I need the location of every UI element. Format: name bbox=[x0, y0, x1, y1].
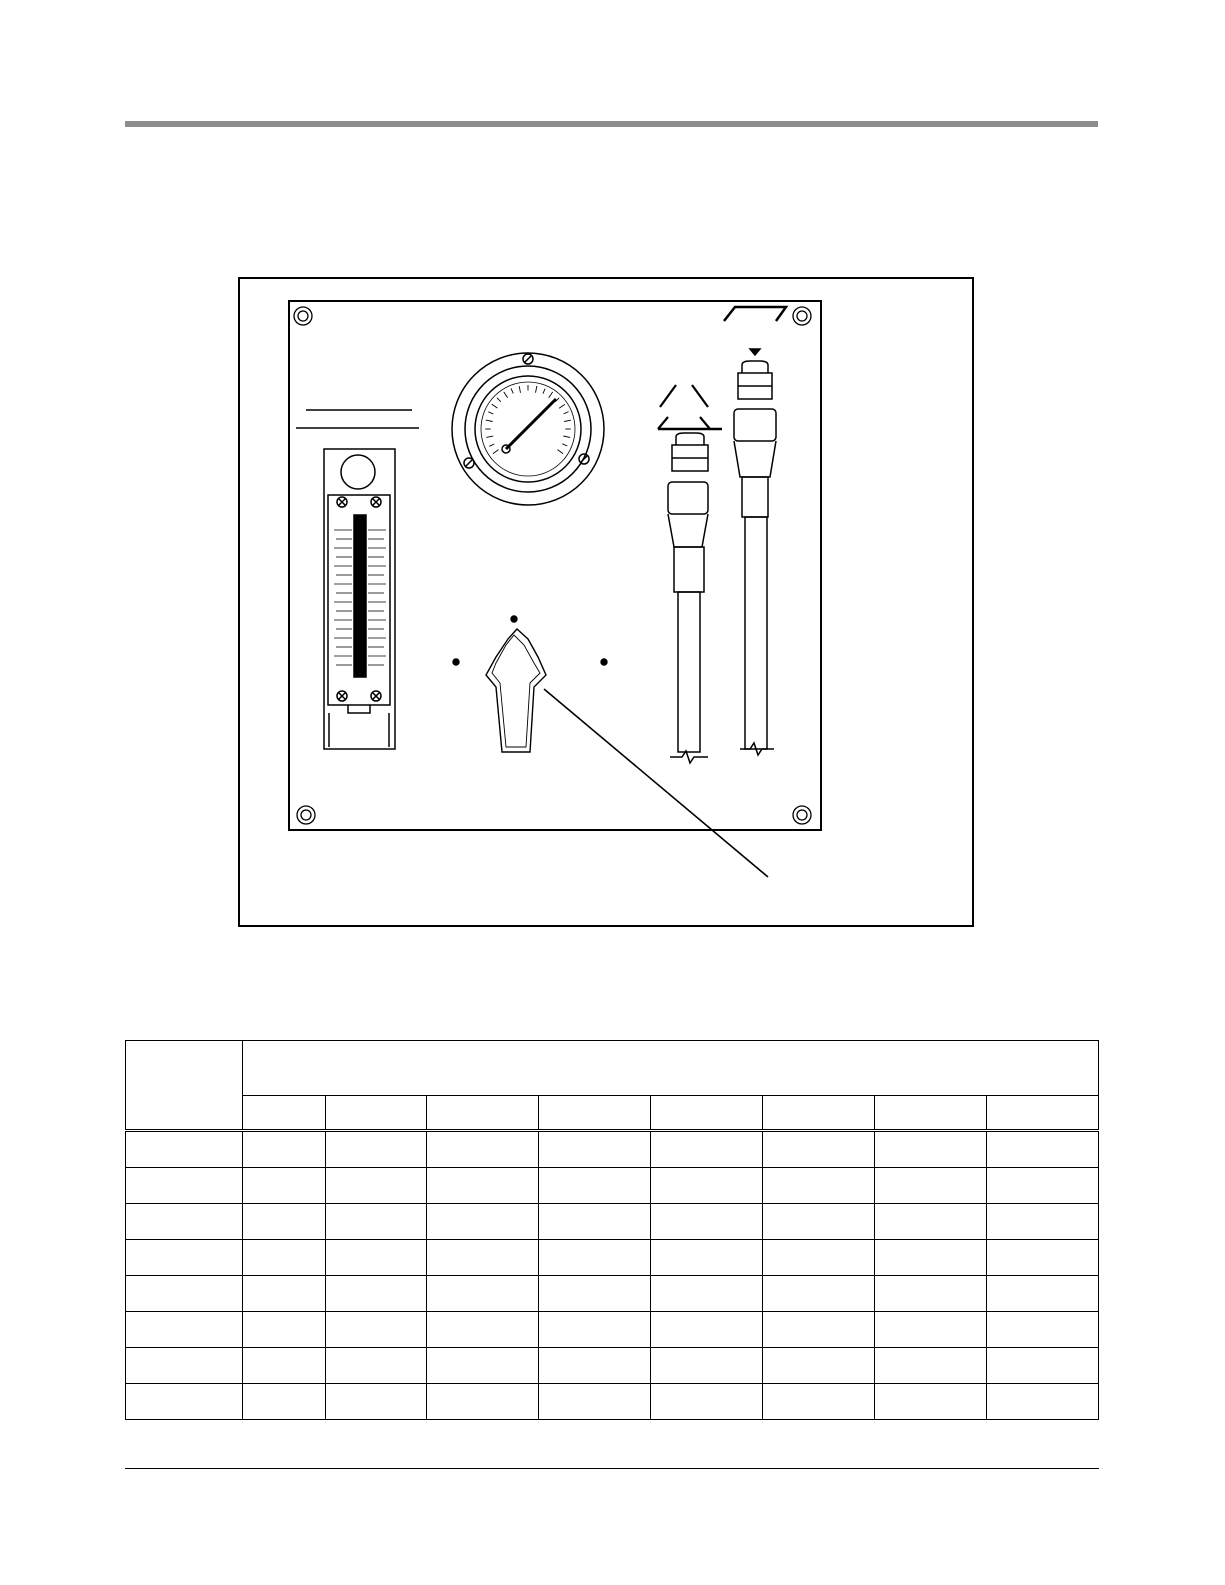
table-cell bbox=[762, 1276, 874, 1312]
table-cell bbox=[243, 1312, 326, 1348]
table-cell bbox=[325, 1168, 426, 1204]
table-column-header bbox=[243, 1096, 326, 1131]
selector-position-dot bbox=[511, 616, 517, 622]
data-table-container bbox=[125, 1040, 1099, 1420]
table-cell bbox=[325, 1204, 426, 1240]
warning-triangle-icon bbox=[658, 385, 710, 429]
selector-position-dot bbox=[601, 659, 607, 665]
table-row bbox=[126, 1240, 1099, 1276]
table-cell bbox=[538, 1348, 650, 1384]
table-row bbox=[126, 1168, 1099, 1204]
corner-screw-icon bbox=[294, 307, 312, 325]
table-cell bbox=[538, 1204, 650, 1240]
table-cell bbox=[243, 1384, 326, 1420]
table-cell bbox=[325, 1312, 426, 1348]
table-group-header bbox=[243, 1041, 1099, 1096]
outlet-bracket-icon bbox=[724, 307, 786, 321]
table-cell bbox=[538, 1240, 650, 1276]
table-cell bbox=[538, 1312, 650, 1348]
table-cell bbox=[426, 1240, 538, 1276]
table-cell bbox=[243, 1276, 326, 1312]
table-cell bbox=[243, 1240, 326, 1276]
table-cell bbox=[762, 1204, 874, 1240]
table-row-label bbox=[126, 1240, 243, 1276]
table-row bbox=[126, 1384, 1099, 1420]
table-cell bbox=[650, 1276, 762, 1312]
table-column-header bbox=[538, 1096, 650, 1131]
table-cell bbox=[538, 1131, 650, 1168]
table-cell bbox=[325, 1240, 426, 1276]
table-cell bbox=[426, 1384, 538, 1420]
table-cell bbox=[650, 1348, 762, 1384]
table-row bbox=[126, 1348, 1099, 1384]
table-cell bbox=[986, 1131, 1098, 1168]
table-row bbox=[126, 1276, 1099, 1312]
table-cell bbox=[650, 1240, 762, 1276]
down-arrow-icon bbox=[750, 349, 760, 355]
table-cell bbox=[243, 1168, 326, 1204]
table-cell bbox=[874, 1384, 986, 1420]
corner-screw-icon bbox=[793, 806, 811, 824]
table-cell bbox=[986, 1240, 1098, 1276]
table-cell bbox=[538, 1276, 650, 1312]
table-column-header bbox=[874, 1096, 986, 1131]
table-cell bbox=[426, 1168, 538, 1204]
table-cell bbox=[538, 1384, 650, 1420]
table-column-header bbox=[426, 1096, 538, 1131]
table-cell bbox=[325, 1276, 426, 1312]
table-cell bbox=[874, 1168, 986, 1204]
gauge-mounting-screw-icon bbox=[523, 354, 533, 364]
table-cell bbox=[650, 1204, 762, 1240]
table-cell bbox=[762, 1348, 874, 1384]
table-cell bbox=[874, 1276, 986, 1312]
table-cell bbox=[874, 1348, 986, 1384]
gauge-mounting-screw-icon bbox=[464, 458, 474, 468]
pressure-gauge bbox=[452, 353, 604, 505]
selector-knob bbox=[453, 616, 607, 752]
footer-rule bbox=[125, 1468, 1099, 1469]
table-cell bbox=[986, 1312, 1098, 1348]
gauge-mounting-screw-icon bbox=[579, 454, 589, 464]
table-row-label bbox=[126, 1384, 243, 1420]
table-row-label bbox=[126, 1131, 243, 1168]
table-cell bbox=[874, 1204, 986, 1240]
table-cell bbox=[762, 1384, 874, 1420]
table-cell bbox=[874, 1312, 986, 1348]
table-cell bbox=[325, 1348, 426, 1384]
table-column-header bbox=[986, 1096, 1098, 1131]
control-panel-figure bbox=[238, 277, 974, 927]
table-cell bbox=[650, 1312, 762, 1348]
flowmeter bbox=[324, 449, 395, 749]
table-cell bbox=[426, 1131, 538, 1168]
table-cell bbox=[426, 1348, 538, 1384]
table-column-header bbox=[650, 1096, 762, 1131]
flowmeter-screw-icon bbox=[337, 497, 347, 507]
table-cell bbox=[762, 1240, 874, 1276]
table-cell bbox=[874, 1131, 986, 1168]
table-column-header bbox=[325, 1096, 426, 1131]
table-cell bbox=[986, 1168, 1098, 1204]
table-cell bbox=[986, 1276, 1098, 1312]
table-cell bbox=[325, 1384, 426, 1420]
table-cell bbox=[762, 1168, 874, 1204]
table-cell bbox=[986, 1204, 1098, 1240]
table-row-label bbox=[126, 1168, 243, 1204]
table-cell bbox=[650, 1384, 762, 1420]
table-corner-header bbox=[126, 1041, 243, 1131]
flowmeter-screw-icon bbox=[337, 691, 347, 701]
callout-leader-line bbox=[544, 689, 768, 877]
flowmeter-tube bbox=[354, 515, 366, 677]
table-row-label bbox=[126, 1348, 243, 1384]
table-row bbox=[126, 1312, 1099, 1348]
flowmeter-screw-icon bbox=[371, 497, 381, 507]
table-cell bbox=[650, 1131, 762, 1168]
corner-screw-icon bbox=[793, 307, 811, 325]
header-rule bbox=[125, 121, 1098, 127]
table-cell bbox=[762, 1312, 874, 1348]
table-row bbox=[126, 1204, 1099, 1240]
table-row bbox=[126, 1131, 1099, 1168]
table-row-label bbox=[126, 1276, 243, 1312]
table-cell bbox=[325, 1131, 426, 1168]
table-column-header bbox=[762, 1096, 874, 1131]
table-cell bbox=[762, 1131, 874, 1168]
gauge-scale bbox=[485, 385, 571, 454]
table-cell bbox=[243, 1204, 326, 1240]
table-row-label bbox=[126, 1204, 243, 1240]
table-cell bbox=[426, 1204, 538, 1240]
table-cell bbox=[986, 1348, 1098, 1384]
table-cell bbox=[874, 1240, 986, 1276]
table-cell bbox=[650, 1168, 762, 1204]
table-cell bbox=[426, 1276, 538, 1312]
hose-fitting-right bbox=[734, 349, 776, 755]
table-cell bbox=[243, 1348, 326, 1384]
table-row-label bbox=[126, 1312, 243, 1348]
table-cell bbox=[243, 1131, 326, 1168]
table-cell bbox=[426, 1312, 538, 1348]
table-cell bbox=[538, 1168, 650, 1204]
table-cell bbox=[986, 1384, 1098, 1420]
gauge-needle bbox=[506, 399, 556, 449]
hose-fitting-left bbox=[668, 433, 708, 763]
flowmeter-screw-icon bbox=[371, 691, 381, 701]
selector-position-dot bbox=[453, 659, 459, 665]
corner-screw-icon bbox=[297, 806, 315, 824]
data-table bbox=[125, 1040, 1099, 1420]
panel-plate bbox=[289, 301, 821, 830]
